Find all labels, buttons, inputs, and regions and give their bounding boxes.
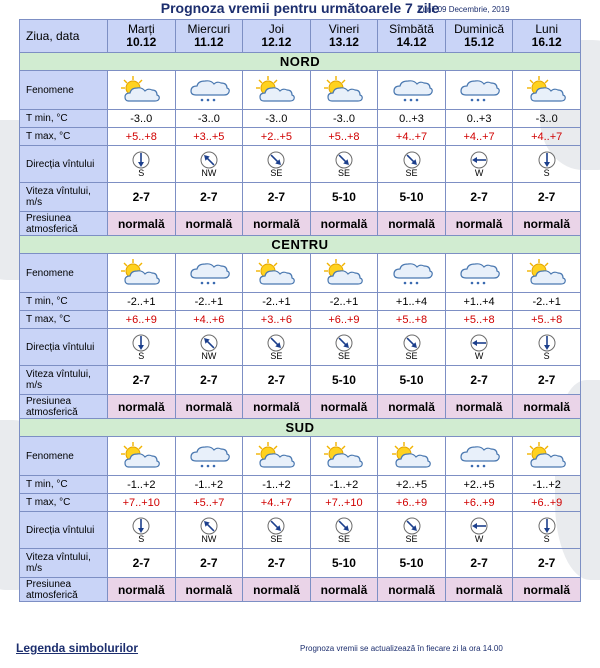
row-label-wind-speed: Viteza vîntului, m/s xyxy=(20,183,108,212)
wind-direction-label: W xyxy=(474,533,484,544)
row-label-pressure: Presiunea atmosferică xyxy=(20,212,108,236)
wind-direction-cell xyxy=(378,329,446,366)
wind-direction-label: W xyxy=(474,350,484,361)
weather-cell xyxy=(175,71,243,110)
row-label-wind-direction: Direcția vîntului xyxy=(20,329,108,366)
wind-direction-label: NW xyxy=(201,533,217,544)
wind-direction-label: SE xyxy=(270,533,283,544)
row-label-tmax: T max, °C xyxy=(20,494,108,512)
region-title: CENTRU xyxy=(20,236,581,254)
tmin-value: +1..+4 xyxy=(445,293,513,311)
wind-speed-value: 2-7 xyxy=(108,549,176,578)
weather-cell xyxy=(445,71,513,110)
wind-direction-cell xyxy=(175,146,243,183)
wind-speed-value: 5-10 xyxy=(310,183,378,212)
day-date: 12.12 xyxy=(261,35,292,49)
wind-speed-row xyxy=(20,366,581,395)
tmin-value: +2..+5 xyxy=(378,476,446,494)
tmax-row xyxy=(20,311,581,329)
wind-direction-row xyxy=(20,146,581,183)
phenomena-row xyxy=(20,254,581,293)
day-name: Vineri xyxy=(328,22,360,36)
tmin-value: -2..+1 xyxy=(513,293,581,311)
row-label-tmin: T min, °C xyxy=(20,110,108,128)
wind-direction-label: SE xyxy=(270,350,283,361)
day-header xyxy=(310,20,378,53)
snow-cloud-icon xyxy=(390,258,434,288)
tmin-value: -3..0 xyxy=(108,110,176,128)
tmax-value: +3..+6 xyxy=(243,311,311,329)
issued-date: Luni, 09 Decembrie, 2019 xyxy=(418,5,510,14)
pressure-value: normală xyxy=(243,578,311,602)
tmin-value: -3..0 xyxy=(175,110,243,128)
wind-direction-cell xyxy=(445,329,513,366)
tmin-value: -3..0 xyxy=(513,110,581,128)
wind-arrow-icon xyxy=(403,151,421,169)
pressure-value: normală xyxy=(175,212,243,236)
tmax-row xyxy=(20,494,581,512)
row-label-tmin: T min, °C xyxy=(20,293,108,311)
tmin-value: -3..0 xyxy=(310,110,378,128)
wind-arrow-icon xyxy=(335,151,353,169)
day-header xyxy=(445,20,513,53)
wind-direction-cell xyxy=(243,329,311,366)
wind-arrow-icon xyxy=(200,517,218,535)
day-header xyxy=(513,20,581,53)
tmin-row xyxy=(20,293,581,311)
wind-arrow-icon xyxy=(132,517,150,535)
tmax-value: +6..+9 xyxy=(378,494,446,512)
day-name: Luni xyxy=(535,22,559,36)
wind-speed-row xyxy=(20,549,581,578)
wind-arrow-icon xyxy=(267,517,285,535)
weather-cell xyxy=(243,254,311,293)
wind-arrow-icon xyxy=(538,151,556,169)
pressure-value: normală xyxy=(445,395,513,419)
tmin-value: -1..+2 xyxy=(108,476,176,494)
wind-arrow-icon xyxy=(403,334,421,352)
day-name: Joi xyxy=(268,22,285,36)
corner-label: Ziua, data xyxy=(20,20,108,53)
sun-cloud-icon xyxy=(119,75,163,105)
wind-direction-cell xyxy=(175,329,243,366)
wind-arrow-icon xyxy=(132,151,150,169)
weather-cell xyxy=(175,254,243,293)
wind-direction-cell xyxy=(310,329,378,366)
region-title: NORD xyxy=(20,53,581,71)
sun-cloud-icon xyxy=(525,258,569,288)
sun-cloud-icon xyxy=(119,441,163,471)
wind-speed-value: 2-7 xyxy=(445,183,513,212)
legend-link[interactable]: Legenda simbolurilor xyxy=(16,641,139,655)
wind-speed-value: 2-7 xyxy=(243,366,311,395)
tmin-value: -3..0 xyxy=(243,110,311,128)
pressure-value: normală xyxy=(513,395,581,419)
weather-cell xyxy=(378,71,446,110)
pressure-value: normală xyxy=(108,212,176,236)
wind-direction-cell xyxy=(445,512,513,549)
tmax-value: +4..+6 xyxy=(175,311,243,329)
snow-cloud-icon xyxy=(187,75,231,105)
pressure-value: normală xyxy=(310,395,378,419)
tmax-value: +6..+9 xyxy=(108,311,176,329)
weather-cell xyxy=(378,437,446,476)
wind-direction-cell xyxy=(378,512,446,549)
pressure-value: normală xyxy=(310,212,378,236)
pressure-value: normală xyxy=(445,578,513,602)
tmax-value: +5..+8 xyxy=(445,311,513,329)
weather-cell xyxy=(378,254,446,293)
region-title: SUD xyxy=(20,419,581,437)
tmin-value: 0..+3 xyxy=(378,110,446,128)
wind-arrow-icon xyxy=(538,517,556,535)
pressure-row xyxy=(20,395,581,419)
phenomena-row xyxy=(20,71,581,110)
wind-speed-value: 2-7 xyxy=(243,549,311,578)
wind-speed-value: 2-7 xyxy=(108,366,176,395)
row-label-pressure: Presiunea atmosferică xyxy=(20,578,108,602)
sun-cloud-icon xyxy=(390,441,434,471)
pressure-value: normală xyxy=(175,578,243,602)
weather-cell xyxy=(513,437,581,476)
pressure-value: normală xyxy=(445,212,513,236)
wind-direction-cell xyxy=(378,146,446,183)
wind-arrow-icon xyxy=(470,517,488,535)
tmax-value: +4..+7 xyxy=(445,128,513,146)
row-label-wind-speed: Viteza vîntului, m/s xyxy=(20,549,108,578)
tmax-value: +3..+5 xyxy=(175,128,243,146)
wind-speed-value: 5-10 xyxy=(378,549,446,578)
row-label-tmax: T max, °C xyxy=(20,128,108,146)
tmin-value: -2..+1 xyxy=(243,293,311,311)
wind-arrow-icon xyxy=(470,334,488,352)
tmin-row xyxy=(20,110,581,128)
day-date: 10.12 xyxy=(126,35,157,49)
tmin-value: -1..+2 xyxy=(513,476,581,494)
weather-cell xyxy=(108,437,176,476)
sun-cloud-icon xyxy=(525,441,569,471)
sun-cloud-icon xyxy=(322,441,366,471)
weather-cell xyxy=(513,71,581,110)
tmax-value: +4..+7 xyxy=(243,494,311,512)
day-date: 14.12 xyxy=(396,35,427,49)
pressure-value: normală xyxy=(378,578,446,602)
wind-speed-value: 5-10 xyxy=(378,366,446,395)
region-row xyxy=(20,236,581,254)
pressure-value: normală xyxy=(310,578,378,602)
day-name: Miercuri xyxy=(187,22,231,36)
tmax-value: +2..+5 xyxy=(243,128,311,146)
wind-direction-label: SE xyxy=(405,167,418,178)
row-label-phenomena: Fenomene xyxy=(20,437,108,476)
wind-speed-value: 2-7 xyxy=(513,366,581,395)
row-label-wind-speed: Viteza vîntului, m/s xyxy=(20,366,108,395)
weather-cell xyxy=(310,254,378,293)
wind-direction-label: NW xyxy=(201,167,217,178)
wind-direction-label: S xyxy=(138,350,145,361)
sun-cloud-icon xyxy=(119,258,163,288)
weather-cell xyxy=(310,437,378,476)
wind-direction-cell xyxy=(445,146,513,183)
pressure-row xyxy=(20,578,581,602)
wind-speed-value: 2-7 xyxy=(513,549,581,578)
tmin-value: +2..+5 xyxy=(445,476,513,494)
wind-speed-value: 2-7 xyxy=(108,183,176,212)
wind-speed-value: 2-7 xyxy=(445,366,513,395)
weather-cell xyxy=(513,254,581,293)
tmin-value: -1..+2 xyxy=(175,476,243,494)
tmin-value: +1..+4 xyxy=(378,293,446,311)
pressure-value: normală xyxy=(513,212,581,236)
wind-direction-cell xyxy=(310,512,378,549)
row-label-tmin: T min, °C xyxy=(20,476,108,494)
day-name: Sîmbătă xyxy=(389,22,434,36)
wind-direction-cell xyxy=(175,512,243,549)
forecast-table xyxy=(19,19,581,602)
phenomena-row xyxy=(20,437,581,476)
wind-direction-cell xyxy=(243,512,311,549)
wind-arrow-icon xyxy=(200,334,218,352)
row-label-phenomena: Fenomene xyxy=(20,254,108,293)
tmin-value: -2..+1 xyxy=(175,293,243,311)
pressure-value: normală xyxy=(175,395,243,419)
wind-direction-label: S xyxy=(138,167,145,178)
wind-direction-label: S xyxy=(543,533,550,544)
wind-arrow-icon xyxy=(267,151,285,169)
pressure-value: normală xyxy=(243,212,311,236)
tmax-row xyxy=(20,128,581,146)
tmin-row xyxy=(20,476,581,494)
pressure-value: normală xyxy=(378,212,446,236)
row-label-phenomena: Fenomene xyxy=(20,71,108,110)
weather-cell xyxy=(243,71,311,110)
pressure-row xyxy=(20,212,581,236)
tmin-value: 0..+3 xyxy=(445,110,513,128)
weather-cell xyxy=(108,254,176,293)
weather-cell xyxy=(445,254,513,293)
weather-cell xyxy=(445,437,513,476)
day-name: Marți xyxy=(127,22,155,36)
wind-arrow-icon xyxy=(267,334,285,352)
row-label-tmax: T max, °C xyxy=(20,311,108,329)
wind-arrow-icon xyxy=(335,334,353,352)
row-label-pressure: Presiunea atmosferică xyxy=(20,395,108,419)
tmax-value: +7..+10 xyxy=(108,494,176,512)
day-name: Duminică xyxy=(454,22,505,36)
sun-cloud-icon xyxy=(525,75,569,105)
wind-speed-value: 5-10 xyxy=(378,183,446,212)
tmin-value: -2..+1 xyxy=(310,293,378,311)
sun-cloud-icon xyxy=(254,75,298,105)
weather-cell xyxy=(175,437,243,476)
snow-cloud-icon xyxy=(457,258,501,288)
wind-direction-cell xyxy=(513,146,581,183)
region-row xyxy=(20,419,581,437)
day-date: 15.12 xyxy=(464,35,495,49)
tmax-value: +6..+9 xyxy=(310,311,378,329)
wind-direction-label: SE xyxy=(405,533,418,544)
wind-direction-cell xyxy=(243,146,311,183)
wind-speed-value: 5-10 xyxy=(310,549,378,578)
pressure-value: normală xyxy=(108,395,176,419)
tmax-value: +5..+8 xyxy=(513,311,581,329)
wind-arrow-icon xyxy=(403,517,421,535)
wind-direction-cell xyxy=(513,512,581,549)
tmax-value: +5..+7 xyxy=(175,494,243,512)
day-date: 13.12 xyxy=(328,35,359,49)
wind-direction-label: NW xyxy=(201,350,217,361)
wind-speed-value: 5-10 xyxy=(310,366,378,395)
wind-speed-row xyxy=(20,183,581,212)
day-date: 16.12 xyxy=(531,35,562,49)
wind-direction-label: S xyxy=(543,350,550,361)
wind-arrow-icon xyxy=(132,334,150,352)
wind-arrow-icon xyxy=(200,151,218,169)
tmax-value: +4..+7 xyxy=(378,128,446,146)
day-header xyxy=(378,20,446,53)
wind-speed-value: 2-7 xyxy=(175,366,243,395)
wind-direction-label: SE xyxy=(405,350,418,361)
wind-direction-cell xyxy=(513,329,581,366)
day-header xyxy=(108,20,176,53)
tmax-value: +5..+8 xyxy=(378,311,446,329)
tmax-value: +4..+7 xyxy=(513,128,581,146)
day-header xyxy=(175,20,243,53)
wind-direction-row xyxy=(20,329,581,366)
wind-direction-label: SE xyxy=(270,167,283,178)
pressure-value: normală xyxy=(378,395,446,419)
wind-speed-value: 2-7 xyxy=(175,549,243,578)
wind-speed-value: 2-7 xyxy=(243,183,311,212)
sun-cloud-icon xyxy=(254,441,298,471)
region-row xyxy=(20,53,581,71)
wind-speed-value: 2-7 xyxy=(513,183,581,212)
pressure-value: normală xyxy=(243,395,311,419)
snow-cloud-icon xyxy=(187,441,231,471)
wind-direction-cell xyxy=(108,146,176,183)
snow-cloud-icon xyxy=(390,75,434,105)
sun-cloud-icon xyxy=(254,258,298,288)
wind-direction-label: S xyxy=(543,167,550,178)
wind-speed-value: 2-7 xyxy=(445,549,513,578)
tmax-value: +7..+10 xyxy=(310,494,378,512)
wind-direction-cell xyxy=(108,512,176,549)
wind-direction-label: SE xyxy=(337,533,350,544)
tmin-value: -1..+2 xyxy=(310,476,378,494)
wind-arrow-icon xyxy=(470,151,488,169)
tmin-value: -1..+2 xyxy=(243,476,311,494)
weather-cell xyxy=(310,71,378,110)
tmax-value: +6..+9 xyxy=(445,494,513,512)
wind-direction-row xyxy=(20,512,581,549)
sun-cloud-icon xyxy=(322,75,366,105)
snow-cloud-icon xyxy=(457,441,501,471)
pressure-value: normală xyxy=(108,578,176,602)
wind-direction-cell xyxy=(108,329,176,366)
wind-direction-cell xyxy=(310,146,378,183)
tmax-value: +5..+8 xyxy=(108,128,176,146)
wind-direction-label: W xyxy=(474,167,484,178)
pressure-value: normală xyxy=(513,578,581,602)
row-label-wind-direction: Direcția vîntului xyxy=(20,512,108,549)
wind-direction-label: S xyxy=(138,533,145,544)
tmax-value: +5..+8 xyxy=(310,128,378,146)
wind-direction-label: SE xyxy=(337,350,350,361)
snow-cloud-icon xyxy=(187,258,231,288)
weather-cell xyxy=(243,437,311,476)
tmax-value: +6..+9 xyxy=(513,494,581,512)
day-date: 11.12 xyxy=(194,35,224,49)
wind-arrow-icon xyxy=(335,517,353,535)
update-note: Prognoza vremii se actualizează în fiecare zi la ora 14.00 xyxy=(300,644,503,653)
day-header xyxy=(243,20,311,53)
weather-cell xyxy=(108,71,176,110)
wind-direction-label: SE xyxy=(337,167,350,178)
snow-cloud-icon xyxy=(457,75,501,105)
wind-speed-value: 2-7 xyxy=(175,183,243,212)
tmin-value: -2..+1 xyxy=(108,293,176,311)
header-row xyxy=(20,20,581,53)
row-label-wind-direction: Direcția vîntului xyxy=(20,146,108,183)
sun-cloud-icon xyxy=(322,258,366,288)
page-title: Prognoza vremii pentru următoarele 7 zile xyxy=(160,0,440,16)
wind-arrow-icon xyxy=(538,334,556,352)
